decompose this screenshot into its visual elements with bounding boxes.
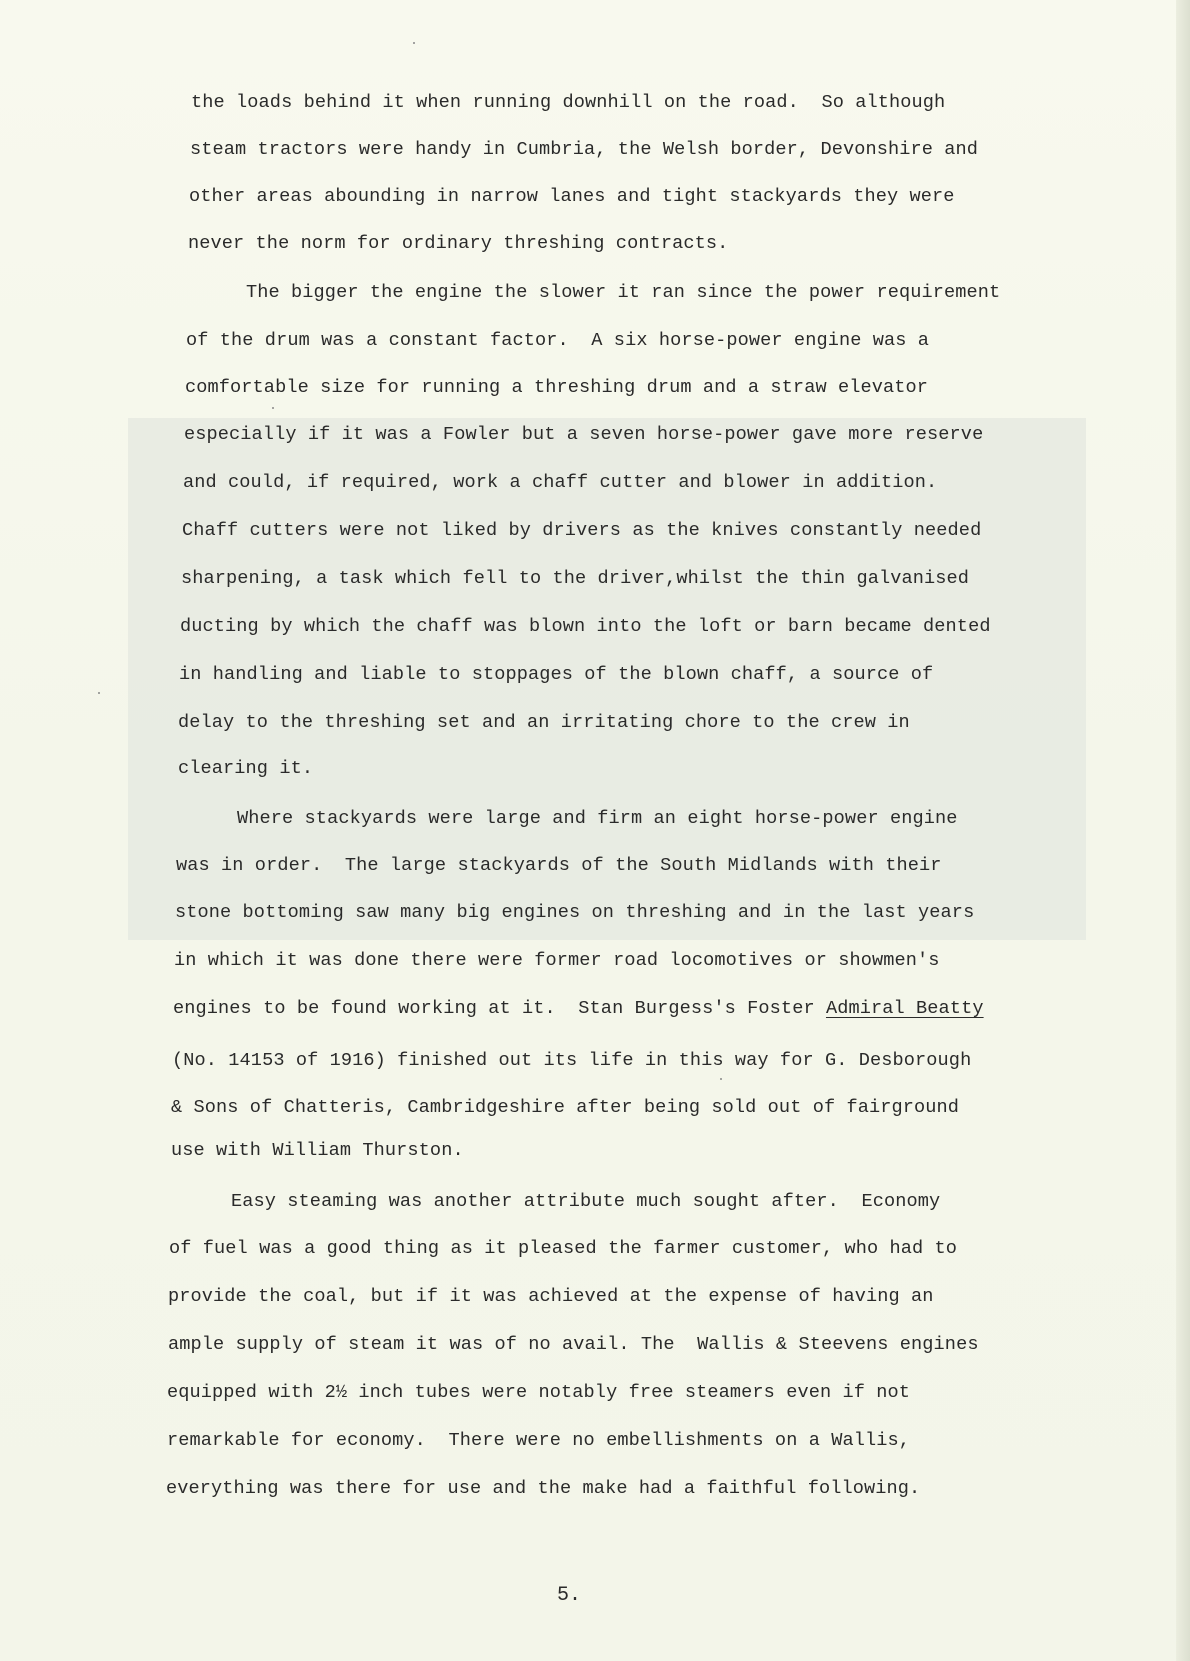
scan-speck: [720, 1078, 722, 1080]
text-line: ducting by which the chaff was blown into the loft or barn became dented: [180, 616, 991, 637]
text-line: and could, if required, work a chaff cutter and blower in addition.: [183, 472, 938, 493]
scan-speck: [272, 407, 274, 409]
page-number: 5.: [557, 1584, 582, 1607]
text-line: Chaff cutters were not liked by drivers as the knives constantly needed: [182, 520, 982, 541]
text-line: of the drum was a constant factor. A six horse-power engine was a: [186, 330, 930, 351]
text-line: the loads behind it when running downhill on the road. So although: [191, 92, 946, 113]
text-line: [173, 998, 984, 1020]
text-line: equipped with 2½ inch tubes were notably free steamers even if not: [167, 1382, 911, 1403]
text-line: steam tractors were handy in Cumbria, the Welsh border, Devonshire and: [190, 139, 979, 160]
text-line: especially if it was a Fowler but a seven horse-power gave more reserve: [184, 424, 984, 445]
scan-speck: [413, 42, 415, 44]
text-line: remarkable for economy. There were no embellishments on a Wallis,: [167, 1430, 911, 1451]
text-line: never the norm for ordinary threshing contracts.: [188, 233, 729, 254]
text-line: sharpening, a task which fell to the driver,whilst the thin galvanised: [181, 568, 970, 589]
text-line: ample supply of steam it was of no avail. The Wallis & Steevens engines: [168, 1334, 979, 1355]
text-line: of fuel was a good thing as it pleased the farmer customer, who had to: [169, 1238, 958, 1259]
text-line: (No. 14153 of 1916) finished out its life in this way for G. Desborough: [172, 1050, 972, 1071]
text-line: stone bottoming saw many big engines on threshing and in the last years: [175, 902, 975, 923]
text-line: in which it was done there were former road locomotives or showmen's: [174, 950, 940, 971]
text-line: in handling and liable to stoppages of the blown chaff, a source of: [179, 664, 934, 685]
engine-name: Admiral Beatty: [825, 998, 984, 1019]
text-line: & Sons of Chatteris, Cambridgeshire after being sold out of fairground: [171, 1097, 960, 1118]
text-line: use with William Thurston.: [171, 1140, 464, 1161]
text-line-segment: engines to be found working at it. Stan Burgess's Foster: [173, 998, 826, 1019]
text-line: other areas abounding in narrow lanes and tight stackyards they were: [189, 186, 955, 207]
text-line: Where stackyards were large and firm an eight horse-power engine: [237, 808, 958, 829]
text-line: everything was there for use and the make had a faithful following.: [166, 1478, 921, 1499]
text-line: comfortable size for running a threshing drum and a straw elevator: [185, 377, 929, 398]
text-line: provide the coal, but if it was achieved at the expense of having an: [168, 1286, 934, 1307]
text-line: delay to the threshing set and an irritating chore to the crew in: [178, 712, 910, 733]
text-line: was in order. The large stackyards of the South Midlands with their: [176, 855, 942, 876]
text-line: clearing it.: [178, 758, 314, 779]
text-line: Easy steaming was another attribute much sought after. Economy: [231, 1191, 941, 1212]
scan-speck: [98, 692, 100, 694]
text-line: The bigger the engine the slower it ran since the power requirement: [246, 282, 1001, 303]
